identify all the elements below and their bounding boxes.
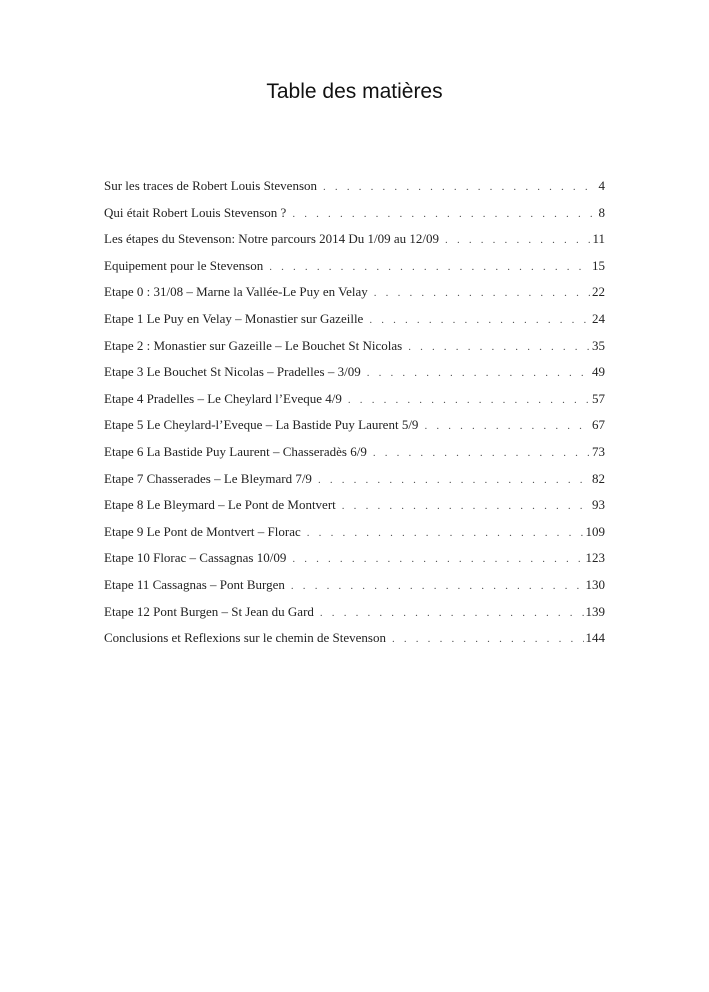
dot-leader — [292, 204, 596, 224]
toc-entry-page-number: 144 — [585, 630, 605, 646]
dot-leader — [373, 443, 590, 463]
toc-entry-page-number: 8 — [598, 204, 605, 220]
toc-entry[interactable] — [104, 229, 605, 256]
toc-entry[interactable] — [104, 469, 605, 496]
toc-entry-page-number: 4 — [598, 178, 605, 193]
toc-entry[interactable] — [104, 336, 605, 363]
dot-leader — [445, 230, 590, 250]
dot-leader — [291, 576, 584, 596]
toc-entry-page-number: 11 — [592, 231, 605, 247]
toc-entry-page-number: 73 — [592, 443, 605, 459]
toc-title: Table des matières — [266, 80, 443, 103]
dot-leader — [369, 310, 590, 330]
toc-entry[interactable] — [104, 442, 605, 469]
toc-entry-title: Conclusions et Reflexions sur le chemin de Stevenson — [104, 630, 386, 646]
dot-leader — [323, 177, 596, 197]
dot-leader — [318, 470, 590, 490]
toc-entry-title: Sur les traces de Robert Louis Stevenson — [104, 178, 318, 193]
toc-entry-page-number: 22 — [592, 284, 605, 300]
toc-entry[interactable] — [104, 548, 605, 575]
toc-entry[interactable] — [104, 256, 605, 283]
toc-entry-title: Qui était Robert Louis Stevenson ? — [104, 204, 287, 220]
toc-entry-title: Etape 1 Le Puy en Velay – Monastier sur Gazeille — [104, 310, 364, 326]
dot-leader — [392, 629, 584, 649]
dot-leader — [374, 283, 590, 303]
toc-entry-page-number: 57 — [592, 390, 605, 406]
toc-entry-page-number: 130 — [585, 576, 605, 592]
dot-leader — [424, 416, 590, 436]
toc-entry-title: Etape 4 Pradelles – Le Cheylard l’Eveque 4/9 — [104, 390, 342, 406]
toc-entry-title: Etape 3 Le Bouchet St Nicolas – Pradelles – 3/09 — [104, 364, 361, 380]
toc-entry[interactable] — [104, 362, 605, 389]
toc-entry[interactable] — [104, 628, 605, 655]
toc-entry-page-number: 139 — [585, 603, 605, 619]
toc-entry-title: Etape 2 : Monastier sur Gazeille – Le Bouchet St Nicolas — [104, 337, 403, 353]
toc-list — [104, 176, 605, 655]
toc-entry-title: Etape 5 Le Cheylard-l’Eveque – La Bastide Puy Laurent 5/9 — [104, 417, 419, 433]
toc-entry-page-number: 15 — [592, 257, 605, 273]
toc-entry-title: Etape 6 La Bastide Puy Laurent – Chasseradès 6/9 — [104, 443, 367, 459]
dot-leader — [320, 603, 584, 623]
dot-leader — [342, 496, 590, 516]
toc-entry-title: Etape 8 Le Bleymard – Le Pont de Montvert — [104, 497, 336, 513]
toc-entry[interactable] — [104, 176, 605, 203]
dot-leader — [408, 337, 590, 357]
toc-entry-page-number: 123 — [585, 550, 605, 566]
toc-entry[interactable] — [104, 282, 605, 309]
toc-entry-page-number: 109 — [585, 523, 605, 539]
toc-entry-title: Etape 0 : 31/08 – Marne la Vallée-Le Puy en Velay — [104, 284, 368, 300]
toc-entry-title: Etape 9 Le Pont de Montvert – Florac — [104, 523, 301, 539]
toc-entry[interactable] — [104, 415, 605, 442]
dot-leader — [269, 257, 590, 277]
toc-entry[interactable] — [104, 203, 605, 230]
toc-entry-title: Etape 11 Cassagnas – Pont Burgen — [104, 576, 285, 592]
toc-entry-page-number: 49 — [592, 364, 605, 380]
toc-entry-title: Etape 12 Pont Burgen – St Jean du Gard — [104, 603, 314, 619]
toc-entry-title: Les étapes du Stevenson: Notre parcours 2014 Du 1/09 au 12/09 — [104, 231, 440, 247]
toc-entry-page-number: 24 — [592, 310, 605, 326]
dot-leader — [367, 363, 590, 383]
toc-entry-title: Etape 7 Chasserades – Le Bleymard 7/9 — [104, 470, 312, 486]
dot-leader — [307, 523, 584, 543]
toc-entry-title: Etape 10 Florac – Cassagnas 10/09 — [104, 550, 287, 566]
toc-entry-page-number: 67 — [592, 417, 605, 433]
dot-leader — [348, 390, 590, 410]
toc-entry[interactable] — [104, 389, 605, 416]
toc-entry[interactable] — [104, 309, 605, 336]
toc-entry[interactable] — [104, 602, 605, 629]
toc-entry[interactable] — [104, 495, 605, 522]
toc-entry-page-number: 35 — [592, 337, 605, 353]
toc-entry-title: Equipement pour le Stevenson — [104, 257, 264, 273]
toc-entry-page-number: 93 — [592, 497, 605, 513]
dot-leader — [292, 549, 583, 569]
toc-entry[interactable] — [104, 522, 605, 549]
toc-entry[interactable] — [104, 575, 605, 602]
toc-entry-page-number: 82 — [592, 470, 605, 486]
